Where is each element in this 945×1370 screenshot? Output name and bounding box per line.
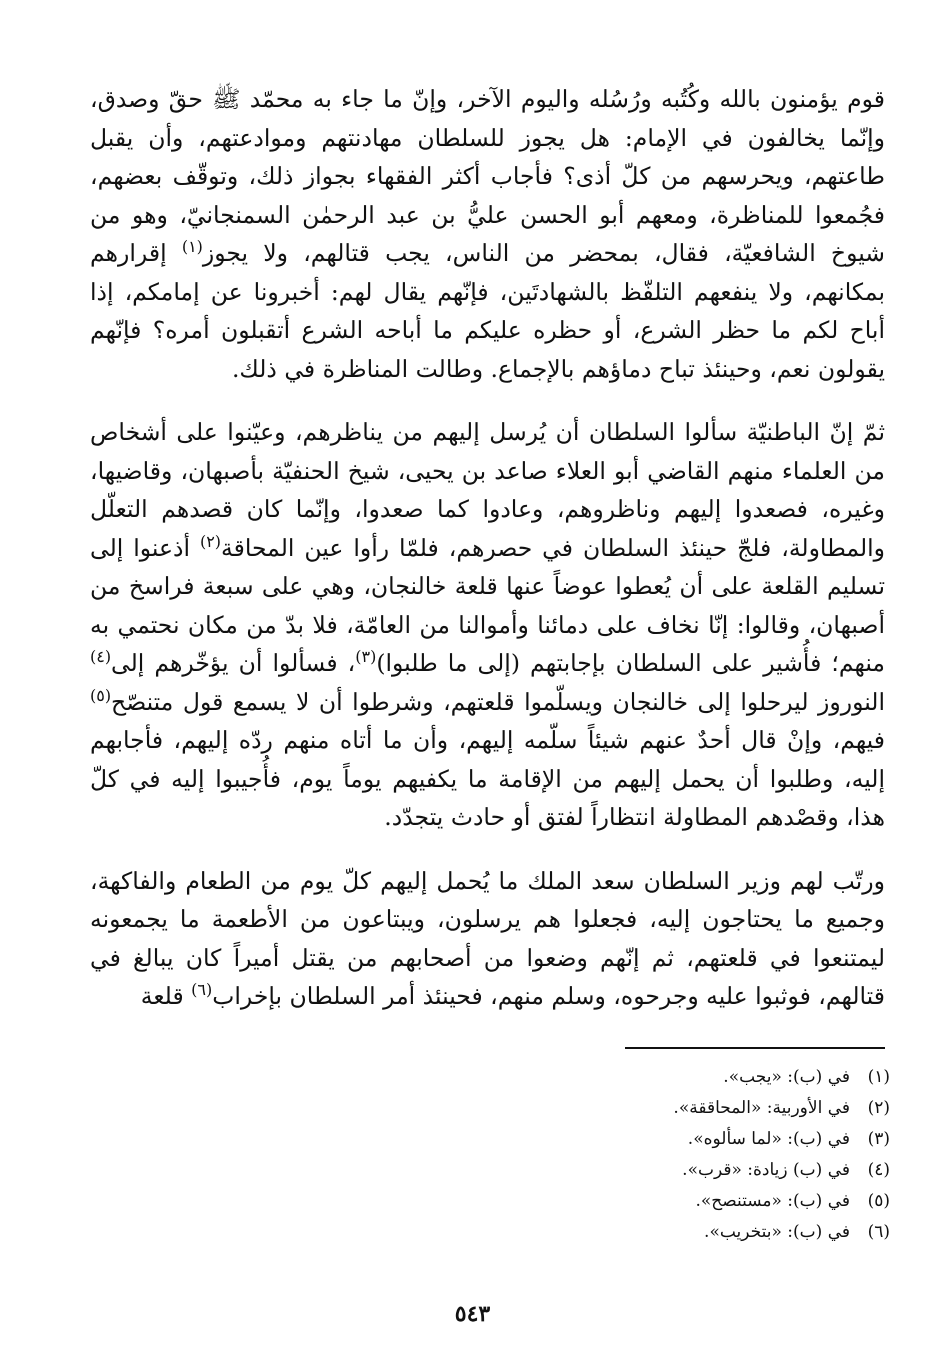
footnote-ref-4: (٤) [90, 647, 112, 667]
paragraph-2-text: ، فسألوا أن يؤخّرهم إلى [111, 649, 356, 677]
paragraph-1-text: إقرارهم بمكانهم، ولا ينفعهم التلفّظ بالشهادتَين، فإنّهم يقال لهم: أخبرونا عن إمامكم، إذا أباح لكم ما حظر الشرع، أو حظره عليكم ما أباحه الشرع أتقبلون أمره؟ فإنّهم يقولون نعم، وحينئذ تباح دماؤهم بالإجماع. وطالت المناظرة في ذلك. [90, 239, 885, 383]
paragraph-2-text: أذعنوا إلى تسليم القلعة على أن يُعطوا عوضاً عنها قلعة خالنجان، وهي على سبعة فراسخ من أصبهان، وقالوا: إنّا نخاف على دمائنا وأموالنا من العامّة، فلا بدّ من مكان نحتمي به منهم؛ فأُشير على السلطان بإجابتهم (إلى ما طلبوا) [90, 533, 885, 677]
paragraph-1 [90, 80, 885, 388]
footnote-item [330, 1186, 890, 1217]
footnote-number: (٥) [867, 1191, 890, 1211]
footnote-text: في (ب): «لما سألوه». [687, 1129, 850, 1149]
footnote-item [330, 1093, 890, 1124]
paragraph-2 [90, 413, 885, 837]
footnotes [330, 1062, 890, 1248]
footnote-divider [625, 1047, 885, 1049]
paragraph-3 [90, 862, 885, 1016]
footnote-number: (٣) [867, 1129, 890, 1149]
footnote-number: (٤) [867, 1160, 890, 1180]
footnote-text: في الأوربية: «المحاققة». [673, 1098, 850, 1118]
footnote-number: (١) [867, 1067, 890, 1087]
footnote-item [330, 1217, 890, 1248]
footnote-ref-1: (١) [181, 237, 203, 257]
footnote-number: (٦) [867, 1222, 890, 1242]
footnote-text: في (ب): «يجب». [723, 1067, 850, 1087]
footnote-text: في (ب): «بتخريب». [704, 1222, 850, 1242]
paragraph-3-text: ورتّب لهم وزير السلطان سعد الملك ما يُحمل إليهم كلّ يوم من الطعام والفاكهة، وجميع ما يحتاجون إليه، فجعلوا هم يرسلون، ويبتاعون من الأطعمة ما يجمعونه ليمتنعوا في قلعتهم، ثم إنّهم وضعوا من أصحابهم من يقتل أميراً كان يبالغ في قتالهم، فوثبوا عليه وجرحوه، وسلم منهم، فحينئذ أمر السلطان بإخراب [90, 866, 885, 1010]
paragraph-1-text: قوم يؤمنون بالله وكُتُبه ورُسُله واليوم الآخر، وإنّ ما جاء به محمّد ﷺ حقّ وصدق، وإنّما يخالفون في الإمام: هل يجوز للسلطان مهادنتهم وموادعتهم، وأن يقبل طاعتهم، ويحرسهم من كلّ أذى؟ فأجاب أكثر الفقهاء بجواز ذلك، وتوقّف بعضهم، فجُمعوا للمناظرة، ومعهم أبو الحسن عليُّ بن عبد الرحمٰن السمنجانيّ، وهو من شيوخ الشافعيّة، فقال، بمحضر من الناس، يجب قتالهم، ولا يجوز [90, 85, 886, 267]
paragraph-3-text: قلعة [140, 982, 192, 1010]
main-text [90, 80, 885, 1016]
footnote-text: في (ب): «مستنصح». [695, 1191, 850, 1211]
footnote-number: (٢) [867, 1098, 890, 1118]
footnote-ref-3: (٣) [355, 647, 377, 667]
footnote-item [330, 1062, 890, 1093]
footnote-item [330, 1124, 890, 1155]
footnote-text: في (ب) زيادة: «قرب». [682, 1160, 850, 1180]
footnote-ref-6: (٦) [191, 980, 213, 1000]
paragraph-2-text: ثمّ إنّ الباطنيّة سألوا السلطان أن يُرسل إليهم من يناظرهم، وعيّنوا على أشخاص من العلماء منهم القاضي أبو العلاء صاعد بن يحيى، شيخ الحنفيّة بأصبهان، وقاضيها، وغيره، فصعدوا إليهم وناظروهم، وعادوا كما صعدوا، وإنّما كان قصدهم التعلّل والمطاولة، فلجّ حينئذ السلطان في حصرهم، فلمّا رأوا عين المحاقة [90, 418, 885, 562]
footnote-ref-2: (٢) [199, 531, 221, 551]
paragraph-2-text: النوروز ليرحلوا إلى خالنجان ويسلّموا قلعتهم، وشرطوا أن لا يسمع قول متنصّح [111, 687, 885, 716]
footnote-item [330, 1155, 890, 1186]
paragraph-2-text: فيهم، وإنْ قال أحدٌ عنهم شيئاً سلّمه إليهم، وأن ما أتاه منهم ردّه إليهم، فأجابهم إليه، وطلبوا أن يحمل إليهم من الإقامة ما يكفيهم يوماً يوم، فأُجيبوا إليه في كلّ هذا، وقصْدهم المطاولة انتظاراً لفتق أو حادث يتجدّد. [90, 726, 885, 831]
page-number: ٥٤٣ [454, 1301, 491, 1327]
footnote-ref-5: (٥) [90, 685, 112, 705]
